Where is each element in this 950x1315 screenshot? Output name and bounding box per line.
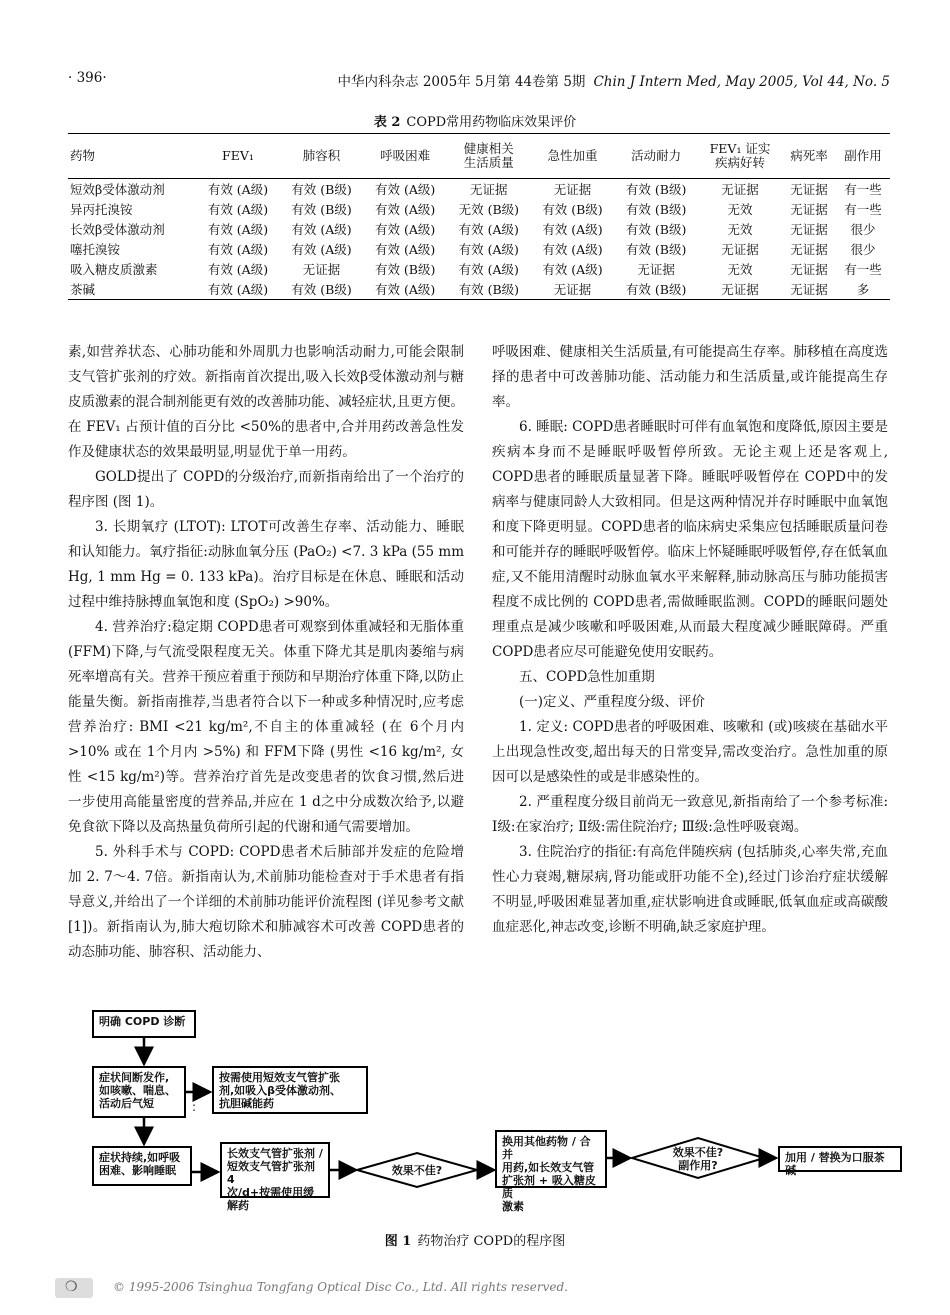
page-header bbox=[68, 70, 890, 90]
table-cell: 很少 bbox=[850, 222, 876, 237]
table-cell: 有效 (A级) bbox=[207, 182, 269, 197]
table-header-row bbox=[68, 134, 890, 179]
cnki-logo-icon: ❍ bbox=[55, 1278, 93, 1298]
table-cell: 有效 (A级) bbox=[542, 262, 603, 277]
table-cell: 长效β受体激动剂 bbox=[70, 222, 165, 237]
box-intermittent-symptoms: 症状间断发作, 如咳嗽、喘息、 活动后气短 bbox=[92, 1066, 186, 1118]
table-cell: 有效 (A级) bbox=[375, 182, 436, 197]
box-persistent-symptoms: 症状持续,如呼吸 困难、影响睡眠 bbox=[92, 1146, 192, 1186]
table-header-cell: 活动耐力 bbox=[614, 134, 698, 179]
left-column bbox=[68, 340, 464, 965]
paragraph: 4. 营养治疗:稳定期 COPD患者可观察到体重减轻和无脂体重 (FFM)下降,与气流受限程度无关。体重下降尤其是肌肉萎缩与病死率增高有关。营养干预应着重于预防和早期治疗体重下降,以防止能量失衡。新指南推荐,当患者符合以下一种或多种情况时,应考虑营养治疗: BMI <21 kg/m²,不自主的体重减轻 (在 6个月内 >10% 或在 1个月内 >5%) 和 FFM下降 (男性 <16 kg/m², 女性 <15 kg/m²)等。营养治疗首先是改变患者的饮食习惯,然后进一步使用高能量密度的营养品,并应在 1 d之中分成数次给予,以避免食欲下降以及高热量负荷所引起的代谢和通气需要增加。 bbox=[68, 619, 464, 835]
table-cell: 吸入糖皮质激素 bbox=[70, 262, 158, 277]
table-cell: 有效 (A级) bbox=[196, 279, 279, 300]
table-cell: 有效 (A级) bbox=[458, 262, 519, 277]
table-header-cell: 肺容积 bbox=[280, 134, 364, 179]
table-cell: 有效 (B级) bbox=[447, 279, 531, 300]
table-row bbox=[68, 259, 890, 279]
paragraph: 3. 长期氧疗 (LTOT): LTOT可改善生存率、活动能力、睡眠和认知能力。氧疗指征:动脉血氧分压 (PaO₂) <7. 3 kPa (55 mm Hg, 1 mm Hg = 0. 133 kPa)。治疗目标是在休息、睡眠和活动过程中维持脉搏血氧饱和度 (SpO₂) >90%。 bbox=[68, 519, 464, 610]
table-cell: 有效 (A级) bbox=[458, 242, 519, 257]
journal-info bbox=[338, 70, 890, 90]
table-cell: 有效 (A级) bbox=[375, 242, 436, 257]
footer bbox=[55, 1278, 935, 1300]
box-switch-drugs: 换用其他药物 / 合并 用药,如长效支气管 扩张剂 + 吸入糖皮质 激素 bbox=[495, 1130, 607, 1188]
page-number: · 396· bbox=[68, 70, 107, 86]
table-cell: 有一些 bbox=[844, 202, 882, 217]
table-row bbox=[68, 239, 890, 259]
table-cell: 有效 (B级) bbox=[542, 202, 603, 217]
table-cell: 无证据 bbox=[790, 202, 828, 217]
table-header-cell: 健康相关 生活质量 bbox=[447, 134, 531, 179]
figure-title: 药物治疗 COPD的程序图 bbox=[417, 1234, 566, 1249]
box-diagnose: 明确 COPD 诊断 bbox=[92, 1010, 196, 1038]
table-cell: 无证据 bbox=[302, 262, 341, 277]
table-cell: 有效 (A级) bbox=[375, 222, 436, 237]
table-cell: 有效 (A级) bbox=[458, 222, 519, 237]
table-cell: 有效 (A级) bbox=[542, 222, 603, 237]
table-cell: 无证据 bbox=[782, 279, 836, 300]
table-cell: 短效β受体激动剂 bbox=[70, 182, 165, 197]
table-cell: 有效 (A级) bbox=[207, 222, 269, 237]
table-row bbox=[68, 199, 890, 219]
table-row bbox=[68, 179, 890, 200]
table-cell: 有效 (A级) bbox=[291, 242, 352, 257]
table-row bbox=[68, 279, 890, 300]
paragraph: 6. 睡眠: COPD患者睡眠时可伴有血氧饱和度降低,原因主要是疾病本身而不是睡眠呼吸暂停所致。无论主观上还是客观上, COPD患者的睡眠质量显著下降。睡眠呼吸暂停在 COPD中的发病率与健康同龄人大致相同。但是这两种情况并存时睡眠中血氧饱和度下降更明显。COPD患者的临床病史采集应包括睡眠质量问卷和可能并存的睡眠呼吸暂停。临床上怀疑睡眠呼吸暂停,存在低氧血症,又不能用清醒时动脉血氧水平来解释,肺动脉高压与肺功能损害程度不成比例的 COPD患者,需做睡眠监测。COPD的睡眠问题处理重点是减少咳嗽和呼吸困难,从而最大程度减少睡眠障碍。严重 COPD患者应尽可能避免使用安眠药。 bbox=[492, 419, 888, 660]
right-column bbox=[492, 340, 888, 940]
table-body bbox=[68, 179, 890, 300]
table-cell: 噻托溴铵 bbox=[70, 242, 121, 257]
table-cell: 无效 bbox=[727, 202, 753, 217]
box-theophylline: 加用 / 替换为口服茶碱 bbox=[778, 1146, 902, 1172]
paragraph: 2. 严重程度分级目前尚无一致意见,新指南给了一个参考标准: Ⅰ级:在家治疗; Ⅱ级:需住院治疗; Ⅲ级:急性呼吸衰竭。 bbox=[492, 794, 888, 835]
paragraph: 1. 定义: COPD患者的呼吸困难、咳嗽和 (或)咳痰在基础水平上出现急性改变,超出每天的日常变异,需改变治疗。急性加重的原因可以是感染性的或是非感染性的。 bbox=[492, 719, 888, 785]
table-cell: 有效 (A级) bbox=[291, 222, 352, 237]
table-cell: 无证据 bbox=[531, 279, 615, 300]
table-cell: 无证据 bbox=[698, 279, 782, 300]
journal-en: Chin J Intern Med, May 2005, Vol 44, No. 5 bbox=[593, 74, 890, 90]
paragraph: 3. 住院治疗的指征:有高危伴随疾病 (包括肺炎,心率失常,充血性心力衰竭,糖尿病,肾功能或肝功能不全),经过门诊治疗症状缓解不明显,呼吸困难显著加重,症状影响进食或睡眠,低氧血症或高碳酸血症恶化,神志改变,诊断不明确,缺乏家庭护理。 bbox=[492, 844, 888, 935]
table-cell: 有效 (A级) bbox=[207, 262, 269, 277]
table-cell: 有效 (A级) bbox=[542, 242, 603, 257]
table-cell: 有效 (B级) bbox=[625, 222, 687, 237]
table-header-cell: 病死率 bbox=[782, 134, 836, 179]
table-row bbox=[68, 219, 890, 239]
paragraph: 五、COPD急性加重期 bbox=[519, 669, 655, 685]
table-cell: 无证据 bbox=[553, 182, 592, 197]
table-cell: 无证据 bbox=[721, 182, 759, 197]
table-cell: 有一些 bbox=[844, 262, 882, 277]
table-cell: 茶碱 bbox=[68, 279, 196, 300]
copyright-text: © 1995-2006 Tsinghua Tongfang Optical Disc Co., Ltd. All rights reserved. bbox=[113, 1280, 568, 1294]
table-cell: 有效 (B级) bbox=[625, 242, 687, 257]
table-caption bbox=[0, 111, 950, 130]
table-cell: 无证据 bbox=[470, 182, 508, 197]
table-cell: 有效 (A级) bbox=[363, 279, 447, 300]
table-cell: 无效 (B级) bbox=[458, 202, 520, 217]
box-long-acting: 长效支气管扩张剂 / 短效支气管扩张剂 4 次/d+按需使用缓解药 bbox=[220, 1142, 330, 1198]
table-header-cell: 急性加重 bbox=[531, 134, 615, 179]
table-cell: 无证据 bbox=[790, 242, 828, 257]
box-short-acting: 按需使用短效支气管扩张 剂,如吸入β受体激动剂、 抗胆碱能药 bbox=[212, 1066, 368, 1114]
table-cell: 有效 (B级) bbox=[625, 202, 687, 217]
paragraph: 素,如营养状态、心肺功能和外周肌力也影响活动耐力,可能会限制支气管扩张剂的疗效。新指南首次提出,吸入长效β受体激动剂与糖皮质激素的混合制剂能更有效的改善肺功能、减轻症状,且更方便。在 FEV₁ 占预计值的百分比 <50%的患者中,合并用药改善急性发作及健康状态的效果最明显,明显优于单一用药。 bbox=[68, 344, 464, 460]
table-cell: 多 bbox=[836, 279, 890, 300]
table-header-cell: 呼吸困难 bbox=[363, 134, 447, 179]
flowchart bbox=[92, 1010, 902, 1213]
table-cell: 有效 (A级) bbox=[207, 202, 269, 217]
table-cell: 有效 (B级) bbox=[614, 279, 698, 300]
figure-caption bbox=[0, 1230, 950, 1249]
stray-colon: : bbox=[192, 1100, 197, 1114]
diamond-ineffective-side-label: 效果不佳? 副作用? bbox=[672, 1146, 724, 1172]
figure-label: 图 1 bbox=[384, 1234, 412, 1249]
paragraph: (一)定义、严重程度分级、评价 bbox=[519, 694, 706, 710]
table-cell: 无证据 bbox=[721, 242, 759, 257]
table-label: 表 2 bbox=[373, 115, 401, 130]
table-cell: 有一些 bbox=[844, 182, 882, 197]
table-cell: 有效 (B级) bbox=[625, 182, 687, 197]
table-cell: 无证据 bbox=[790, 182, 828, 197]
paragraph: 5. 外科手术与 COPD: COPD患者术后肺部并发症的危险增加 2. 7～4. 7倍。新指南认为,术前肺功能检查对于手术患者有指导意义,并给出了一个详细的术前肺功能评价流程图 (详见参考文献 [1])。新指南认为,肺大疱切除术和肺减容术可改善 COPD患者的动态肺功能、肺容积、活动能力、 bbox=[68, 844, 464, 960]
table-cell: 有效 (B级) bbox=[291, 202, 352, 217]
table-cell: 无证据 bbox=[637, 262, 675, 277]
table-cell: 无效 bbox=[727, 262, 753, 277]
table-cell: 异丙托溴铵 bbox=[70, 202, 133, 217]
table-header-cell: FEV₁ bbox=[196, 134, 279, 179]
table-cell: 有效 (A级) bbox=[207, 242, 269, 257]
table-header-cell: 药物 bbox=[68, 134, 196, 179]
table-cell: 有效 (B级) bbox=[280, 279, 364, 300]
journal-cn: 中华内科杂志 2005年 5月第 44卷第 5期 bbox=[337, 74, 586, 90]
table-cell: 无证据 bbox=[790, 262, 828, 277]
table-title: COPD常用药物临床效果评价 bbox=[406, 115, 577, 130]
table-cell: 有效 (A级) bbox=[375, 202, 436, 217]
table-cell: 很少 bbox=[850, 242, 876, 257]
table-cell: 无证据 bbox=[790, 222, 828, 237]
paragraph: 呼吸困难、健康相关生活质量,有可能提高生存率。肺移植在高度选择的患者中可改善肺功能、活动能力和生活质量,或许能提高生存率。 bbox=[492, 344, 888, 410]
table-cell: 有效 (B级) bbox=[374, 262, 436, 277]
diamond-ineffective-label: 效果不佳? bbox=[391, 1164, 443, 1177]
paragraph: GOLD提出了 COPD的分级治疗,而新指南给出了一个治疗的程序图 (图 1)。 bbox=[68, 469, 464, 510]
table-header-cell: 副作用 bbox=[836, 134, 890, 179]
table-cell: 无效 bbox=[727, 222, 753, 237]
drug-efficacy-table bbox=[68, 133, 890, 300]
table-cell: 有效 (B级) bbox=[291, 182, 352, 197]
table-header-cell: FEV₁ 证实 疾病好转 bbox=[698, 134, 782, 179]
